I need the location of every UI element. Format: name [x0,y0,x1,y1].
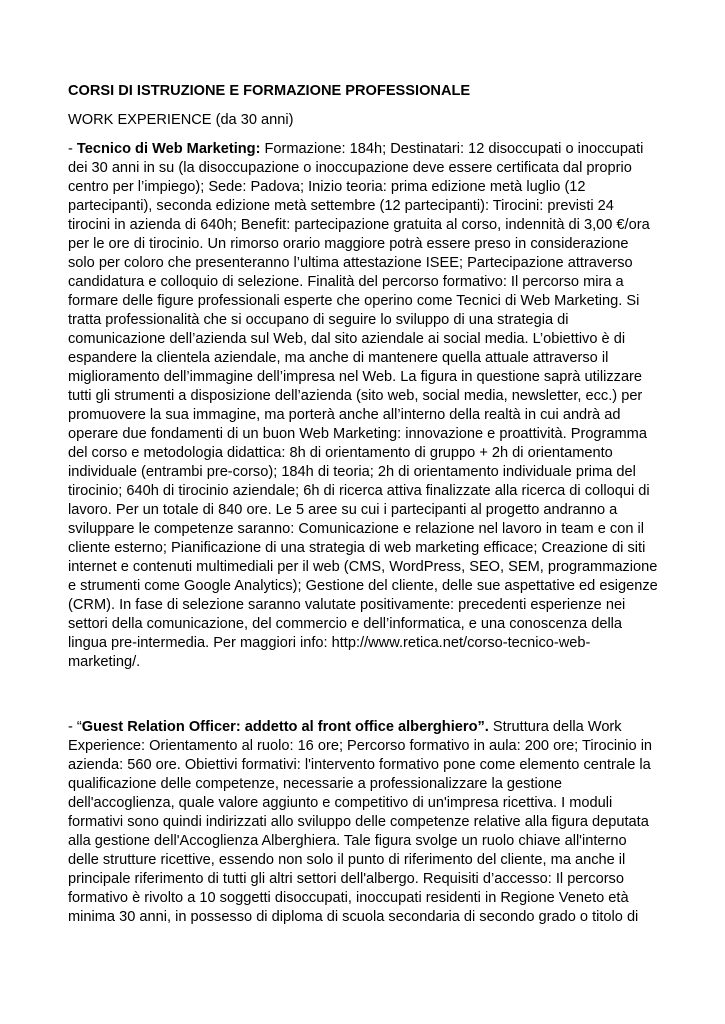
course-prefix: - “ [68,719,82,735]
paragraph-spacer [68,672,658,718]
course-body-web-marketing: Formazione: 184h; Destinatari: 12 disoccupati o inoccupati dei 30 anni in su (la disoccupazione o inoccupazione deve essere certificata dal proprio centro per l’impiego); Sede: Padova; Inizio teoria: prima edizione metà luglio (12 partecipanti), seconda edizione metà settembre (12 partecipanti): Tirocini: previsti 24 tirocini in azienda di 640h; Benefit: partecipazione gratuita al corso, indennità di 3,00 €/ora per le ore di tirocinio. Un rimorso orario maggiore potrà essere preso in considerazione solo per coloro che presenteranno l’ultima attestazione ISEE; Partecipazione attraverso candidatura e colloquio di selezione. Finalità del percorso formativo: Il percorso mira a formare delle figure professionali esperte che operino come Tecnici di Web Marketing. Si tratta professionalità che si occupano di seguire lo sviluppo di una strategia di comunicazione dell’azienda sul Web, dal sito aziendale ai social media. L’obiettivo è di espandere la clientela aziendale, ma anche di mantenere quella attuale attraverso il miglioramento dell’immagine dell’impresa nel Web. La figura in questione saprà utilizzare tutti gli strumenti a disposizione dell’azienda (sito web, social media, newsletter, ecc.) per promuovere la sua immagine, ma porterà anche all’interno della realtà in cui andrà ad operare due fondamenti di un buon Web Marketing: innovazione e proattività. Programma del corso e metodologia didattica: 8h di orientamento di gruppo + 2h di orientamento individuale (entrambi pre-corso); 184h di teoria; 2h di orientamento individuale prima del tirocinio; 640h di tirocinio aziendale; 6h di ricerca attiva finalizzate alla ricerca di colloqui di lavoro. Per un totale di 840 ore. Le 5 aree su cui i partecipanti al progetto andranno a sviluppare le competenze saranno: Comunicazione e relazione nel lavoro in team e con il cliente esterno; Pianificazione di una strategia di web marketing efficace; Creazione di siti internet e contenuti multimediali per il web (CMS, WordPress, SEO, SEM, programmazione e strumenti come Google Analytics); Gestione del cliente, delle sue aspettative ed esigenze (CRM). In fase di selezione saranno valutate positivamente: precedenti esperienze nei settori della comunicazione, del commercio e dell’informatica, e una conoscenza della lingua pre-intermedia. Per maggiori info: http://www.retica.net/corso-tecnico-web-marketing/. [68,141,658,670]
course-paragraph-web-marketing [68,140,658,672]
document-heading: CORSI DI ISTRUZIONE E FORMAZIONE PROFESSIONALE [68,83,471,99]
course-title-guest-relation: Guest Relation Officer: addetto al front office alberghiero”. [81,719,489,735]
course-paragraph-guest-relation [68,718,658,927]
course-body-guest-relation: Struttura della Work Experience: Orientamento al ruolo: 16 ore; Percorso formativo in aula: 200 ore; Tirocinio in azienda: 560 ore. Obiettivi formativi: l'intervento formativo pone come elemento centrale la qualificazione delle competenze, necessarie a professionalizzare la gestione dell'accoglienza, quale valore aggiunto e competitivo di un'impresa ricettiva. I moduli formativi sono quindi indirizzati allo sviluppo delle competenze relative alla figura deputata alla gestione dell'Accoglienza Alberghiera. Tale figura svolge un ruolo chiave all'interno delle strutture ricettive, essendo non solo il punto di riferimento del cliente, ma anche il principale riferimento di tutti gli altri settori dell'albergo. Requisiti d’accesso: Il percorso formativo è rivolto a 10 soggetti disoccupati, inoccupati residenti in Regione Veneto età minima 30 anni, in possesso di diploma di scuola secondaria di secondo grado o titolo di [68,719,653,925]
course-prefix: - [68,141,77,157]
document-content [68,82,658,927]
course-title-web-marketing: Tecnico di Web Marketing: [76,141,261,157]
section-subheading: WORK EXPERIENCE (da 30 anni) [68,112,294,128]
